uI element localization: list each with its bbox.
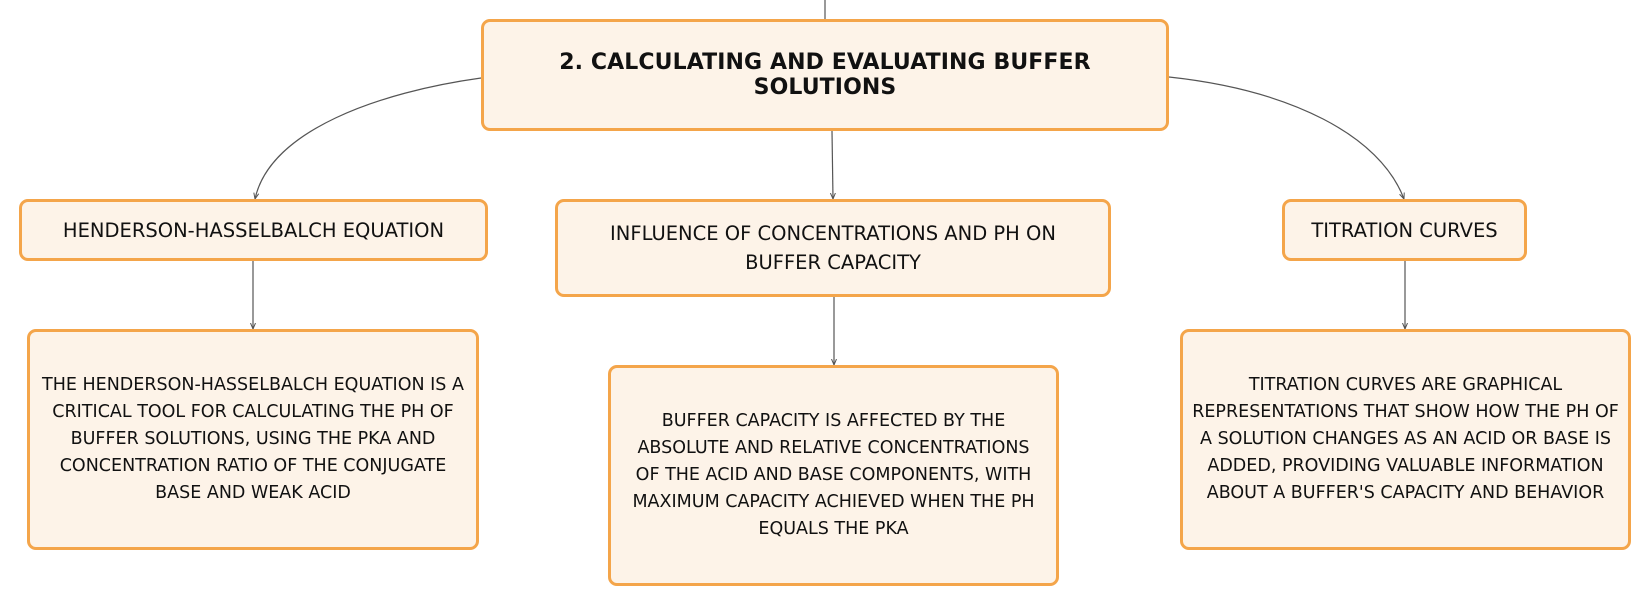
root-node[interactable]	[481, 19, 1169, 131]
detail-node-titration-curves[interactable]	[1180, 329, 1631, 550]
detail-node-henderson-hasselbalch[interactable]	[27, 329, 479, 550]
detail-node-text: BUFFER CAPACITY IS AFFECTED BY THE ABSOLUTE AND RELATIVE CONCENTRATIONS OF THE ACID AND BASE COMPONENTS, WITH MAXIMUM CAPACITY ACHIEVED WHEN THE PH EQUALS THE PKA	[632, 411, 1035, 539]
topic-node-buffer-capacity[interactable]	[555, 199, 1111, 297]
topic-node-label: TITRATION CURVES	[1311, 218, 1498, 242]
connector-root-to-topic-2	[832, 131, 833, 199]
connector-root-to-topic-3	[1169, 77, 1404, 199]
detail-node-buffer-capacity[interactable]	[608, 365, 1059, 586]
detail-node-text: TITRATION CURVES ARE GRAPHICAL REPRESENTATIONS THAT SHOW HOW THE PH OF A SOLUTION CHANGES AS AN ACID OR BASE IS ADDED, PROVIDING VALUABLE INFORMATION ABOUT A BUFFER'S CAPACITY AND BEHAVIOR	[1192, 375, 1619, 503]
topic-node-henderson-hasselbalch[interactable]	[19, 199, 488, 261]
detail-node-text: THE HENDERSON-HASSELBALCH EQUATION IS A CRITICAL TOOL FOR CALCULATING THE PH OF BUFFER SOLUTIONS, USING THE PKA AND CONCENTRATION RATIO OF THE CONJUGATE BASE AND WEAK ACID	[42, 375, 464, 503]
root-node-label: 2. CALCULATING AND EVALUATING BUFFER SOLUTIONS	[559, 50, 1091, 100]
topic-node-label: INFLUENCE OF CONCENTRATIONS AND PH ON BUFFER CAPACITY	[610, 222, 1056, 274]
connector-root-to-topic-1	[255, 78, 481, 199]
topic-node-label: HENDERSON-HASSELBALCH EQUATION	[62, 218, 445, 242]
topic-node-titration-curves[interactable]	[1282, 199, 1527, 261]
